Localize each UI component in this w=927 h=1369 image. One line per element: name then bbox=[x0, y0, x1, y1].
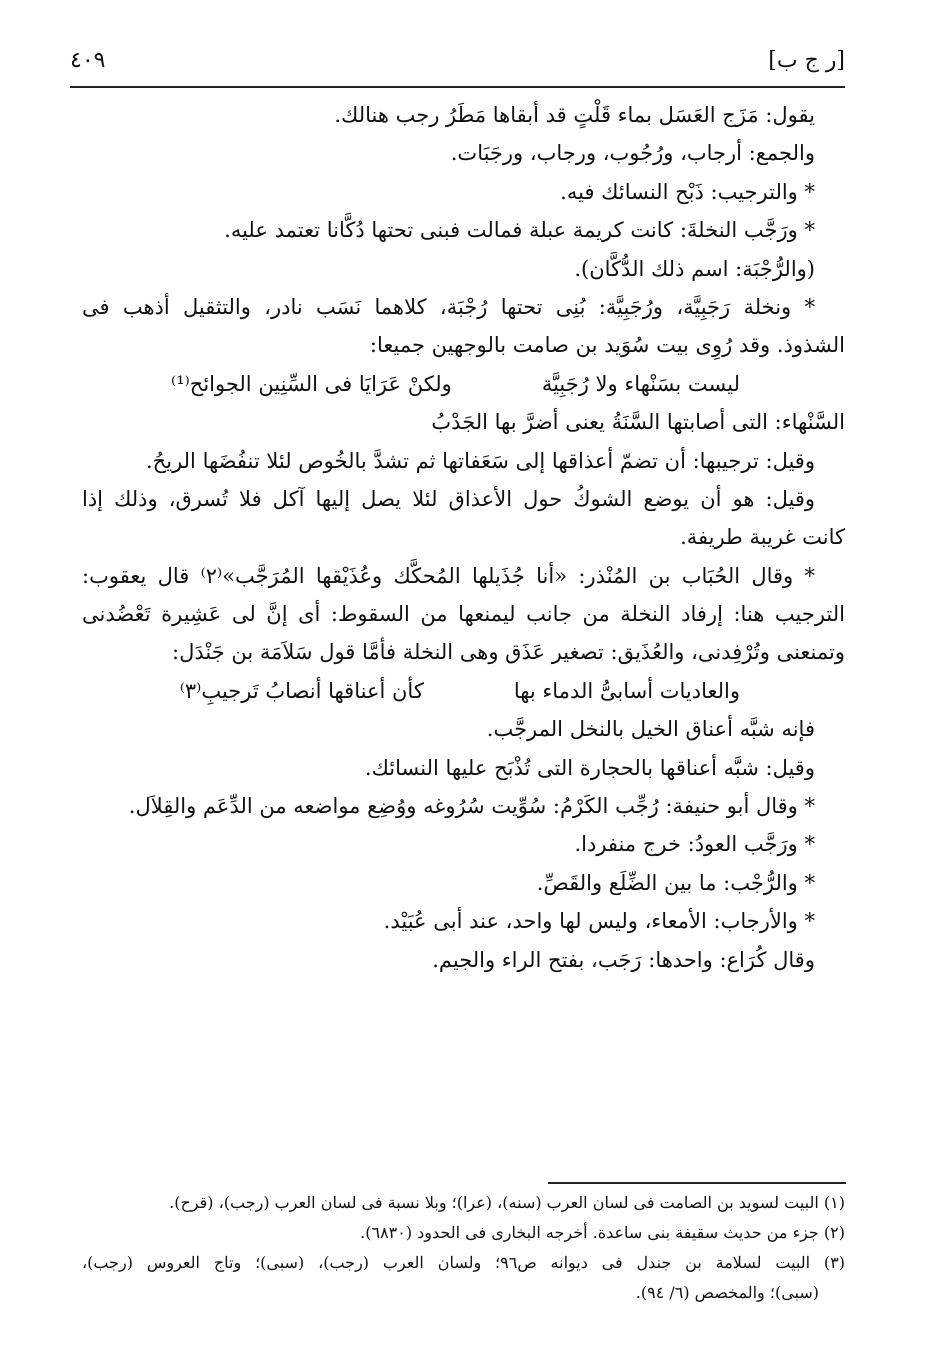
text-line: السَّنْهاء: التى أصابتها السَّنَةُ يعنى أضرَّ بها الجَدْبُ bbox=[431, 410, 845, 435]
verse-first-hemistich: ليست بسَنْهاء ولا رُجَبِيَّة bbox=[541, 371, 740, 396]
root-heading: [ر ج ب] bbox=[768, 47, 845, 73]
text-line: * ورَجَّب النخلةَ: كانت كريمة عبلة فمالت فبنى تحتها دُكَّانا تعتمد عليه. bbox=[224, 218, 815, 243]
text-line: وقيل: ترجيبها: أن تضمّ أعذاقها إلى سَعَفاتها ثم تشدَّ بالخُوص لئلا تنفُضَها الريحُ. bbox=[146, 448, 815, 473]
verse-line bbox=[82, 365, 845, 403]
text-line: وتمنعنى وتُرْفِدنى، والعُذَيق: تصغير عَذَق وهى النخلة فأمَّا قول سَلاَمَة بن جَنْدَل: bbox=[172, 640, 845, 665]
verse-first-hemistich: والعاديات أسابىُّ الدماء بها bbox=[513, 678, 740, 703]
page-header bbox=[70, 40, 845, 80]
text-line: * والأرجاب: الأمعاء، وليس لها واحد، عند أبى عُبَيْد. bbox=[383, 909, 815, 934]
footnote: (١) البيت لسويد بن الصامت فى لسان العرب (سنه)، (عرا)؛ وبلا نسبة فى لسان العرب (رجب)، (قرح). bbox=[169, 1193, 845, 1212]
text-line: كانت غريبة طريفة. bbox=[680, 525, 845, 550]
text-line: * والرُّجْب: ما بين الضِّلَع والقَصِّ. bbox=[536, 870, 815, 895]
main-text bbox=[82, 96, 845, 979]
text-line: وقيل: شبَّه أعناقها بالحجارة التى تُذْبَح عليها النسائك. bbox=[364, 755, 815, 780]
text-line: وقيل: هو أن يوضع الشوكُ حول الأعذاق لئلا يصل إليها آكل فلا تُسرق، وذلك إذا bbox=[82, 486, 815, 511]
page-number: ٤٠٩ bbox=[70, 47, 106, 73]
header-rule bbox=[70, 86, 845, 88]
text-line: الشذوذ. وقد رُوِى بيت سُوَيد بن صامت بالوجهين جميعا: bbox=[369, 333, 845, 358]
verse-line bbox=[82, 672, 845, 710]
text-line: * والترجيب: ذَبْح النسائك فيه. bbox=[560, 179, 815, 204]
footnote: (٢) جزء من حديث سقيفة بنى ساعدة. أخرجه البخارى فى الحدود (٦٨٣٠). bbox=[360, 1223, 845, 1242]
footnotes bbox=[82, 1188, 845, 1308]
verse-second-hemistich: كأن أعناقها أنصابُ تَرجيبِ⁽٣⁾ bbox=[179, 678, 424, 703]
footnote-continuation: (سبى)؛ والمخصص (٦/ ٩٤). bbox=[635, 1283, 819, 1302]
text-line: * وقال الحُبَاب بن المُنْذر: «أنا جُذَيلها المُحكَّك وعُذَيْقها المُرَجَّب»⁽٢⁾ قال يعقوب: bbox=[82, 563, 815, 588]
text-line: وقال كُرَاع: واحدها: رَجَب، بفتح الراء والجيم. bbox=[432, 947, 815, 972]
text-line: الترجيب هنا: إرفاد النخلة من جانب ليمنعها من السقوط: أى إنَّ لى عَشِيرة تَعْضُدنى bbox=[82, 602, 845, 627]
footnote: (٣) البيت لسلامة بن جندل فى ديوانه ص٩٦؛ ولسان العرب (رجب)، (سبى)؛ وتاج العروس (رجب)، bbox=[82, 1253, 845, 1272]
verse-second-hemistich: ولكنْ عَرَايَا فى السِّنِين الجوائح⁽¹⁾ bbox=[171, 371, 452, 396]
text-line: * ونخلة رَجَبِيَّة، ورُجَبِيَّة: بُنِى تحتها رُجْبَة، كلاهما نَسَب نادر، والتثقيل أذهب فى bbox=[82, 294, 815, 319]
text-line: فإنه شبَّه أعناق الخيل بالنخل المرجَّب. bbox=[486, 717, 815, 742]
text-line: والجمع: أرجاب، ورُجُوب، ورجاب، ورجَبَات. bbox=[450, 141, 815, 166]
text-line: (والرُّجْبَة: اسم ذلك الدُّكَّان). bbox=[574, 256, 815, 281]
text-line: يقول: مَزَج العَسَل بماء قَلْتٍ قد أبقاها مَطَرُ رجب هنالك. bbox=[334, 103, 815, 127]
text-line: * ورَجَّب العودُ: خرج منفردا. bbox=[574, 832, 815, 857]
text-line: * وقال أبو حنيفة: رُجِّب الكَرْمُ: سُوِّيت سُرُوغه ووُضِع مواضعه من الدِّعَم والقِلاَل. bbox=[128, 794, 815, 819]
footnote-rule bbox=[548, 1182, 846, 1184]
